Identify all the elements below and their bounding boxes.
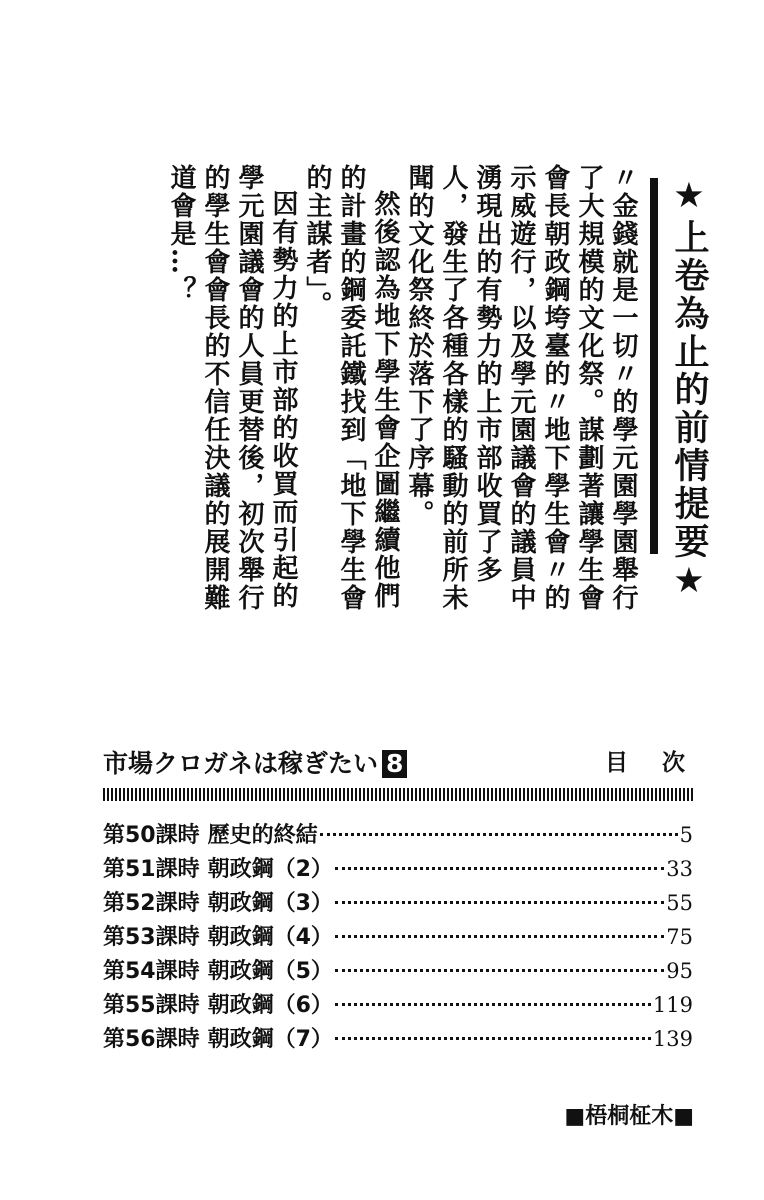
dot-leader — [335, 1003, 651, 1006]
toc-page-number: 119 — [652, 993, 693, 1017]
toc-page-number: 55 — [666, 891, 693, 915]
book-title — [103, 744, 407, 780]
toc-chapter: 第52課時 — [103, 891, 200, 916]
recap-paragraph: 〃金錢就是一切〃的學元園學園舉行了大規模的文化祭。謀劃著讓學生會會長朝政鋼垮臺的〃地下學生會〃的示威遊行，以及學元園議會的議員中湧現出的有勢力的上市部收買了多人，發生了各種各樣的騷動的前所未聞的文化祭終於落下了序幕。 — [404, 164, 638, 612]
toc-title: 朝政鋼（6） — [207, 993, 333, 1018]
toc-chapter: 第56課時 — [103, 1027, 200, 1052]
toc-chapter: 第55課時 — [103, 993, 200, 1018]
toc-header — [103, 744, 693, 782]
toc-entry[interactable] — [103, 920, 693, 954]
toc-title: 朝政鋼（5） — [207, 959, 333, 984]
toc-title: 朝政鋼（4） — [207, 925, 333, 950]
toc-page-number: 95 — [666, 959, 693, 983]
toc-chapter: 第54課時 — [103, 959, 200, 984]
toc-entry[interactable] — [103, 852, 693, 886]
toc-title: 歷史的終結 — [207, 823, 318, 848]
author-credit: ■梧桐柾木■ — [564, 1104, 694, 1129]
toc-divider — [103, 788, 693, 801]
dot-leader — [320, 833, 678, 836]
recap-paragraph: 然後認為地下學生會企圖繼續他們的計畫的鋼委託鐵找到「地下學生會的主謀者」。 — [302, 164, 400, 612]
toc-page-number: 75 — [666, 925, 693, 949]
toc-chapter: 第53課時 — [103, 925, 200, 950]
volume-badge: 8 — [382, 750, 407, 778]
toc-entry[interactable] — [103, 1022, 693, 1056]
toc-entry[interactable] — [103, 954, 693, 988]
dot-leader — [335, 901, 664, 904]
recap-text — [120, 164, 640, 624]
recap-divider — [650, 178, 658, 554]
dot-leader — [335, 1037, 651, 1040]
recap-paragraph: 因有勢力的上市部的收買而引起的學元園議會的人員更替後，初次舉行的學生會會長的不信任決議的展開難道會是…？ — [166, 164, 298, 612]
toc-entry[interactable] — [103, 886, 693, 920]
contents-label: 目 次 — [604, 750, 685, 776]
toc-title: 朝政鋼（2） — [207, 857, 333, 882]
dot-leader — [335, 935, 664, 938]
toc-page-number: 33 — [666, 857, 693, 881]
dot-leader — [335, 969, 664, 972]
recap-heading: ★上卷為止的前情提要★ — [669, 176, 709, 604]
toc-chapter: 第51課時 — [103, 857, 200, 882]
toc-entry[interactable] — [103, 988, 693, 1022]
toc-title: 朝政鋼（7） — [207, 1027, 333, 1052]
book-title-text: 市場クロガネは稼ぎたい — [103, 749, 379, 778]
toc-chapter: 第50課時 — [103, 823, 200, 848]
toc-entry[interactable] — [103, 818, 693, 852]
toc-title: 朝政鋼（3） — [207, 891, 333, 916]
toc-page-number: 139 — [652, 1027, 693, 1051]
dot-leader — [335, 867, 664, 870]
toc-page-number: 5 — [679, 823, 693, 847]
toc-list — [103, 818, 693, 1056]
